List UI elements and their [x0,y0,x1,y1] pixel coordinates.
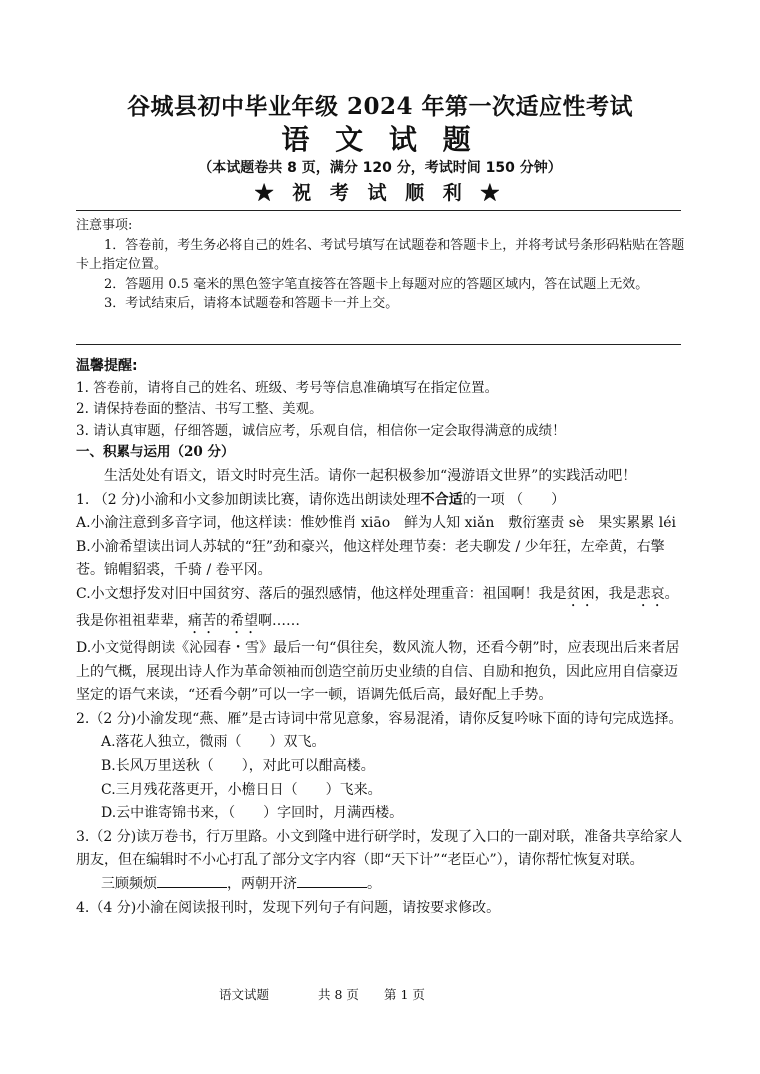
q2-option: A.落花人独立，微雨（ ）双飞。 [101,734,326,751]
divider-top [76,210,681,211]
couplet-left: 三顾频烦 [101,875,157,892]
exam-info: （本试题卷共 8 页，满分 120 分，考试时间 150 分钟） [198,160,562,176]
tips-item: 3. 请认真审题，仔细答题，诚信应考，乐观自信，相信你一定会取得满意的成绩！ [76,422,566,439]
q1-c-text: 啊…… [258,612,300,629]
q1-c-stressed: 希望 [230,612,258,629]
footer-subject: 语文试题 [219,987,270,1002]
footer-total-pages: 共 8 页 [318,987,359,1002]
q1-stem-emphasis: 不合适 [420,491,463,508]
question-1-stem [76,489,688,513]
divider-bottom [76,344,681,345]
section-intro: 生活处处有语文，语文时时亮生活。请你一起积极参加“漫游语文世界”的实践活动吧！ [104,468,637,484]
good-luck-banner: ★ 祝 考 试 顺 利 ★ [254,182,506,204]
q1-c-stressed: 贫困 [566,585,595,602]
notice-item: 3．考试结束后，请将本试题卷和答题卡一并上交。 [104,296,399,311]
tips-item: 2. 请保持卷面的整洁、书写工整、美观。 [76,401,323,417]
couplet-right: ，两朝开济 [227,875,297,892]
question-4-stem: 4.（4 分)小渝在阅读报刊时，发现下列句子有问题，请按要求修改。 [76,899,501,916]
notice-item: 2．答题用 0.5 毫米的黑色签字笔直接答在答题卡上每题对应的答题区域内，答在试题上无效。 [104,276,649,292]
tips-item: 1. 答卷前，请将自己的姓名、班级、考号等信息准确填写在指定位置。 [76,379,499,396]
q1-c-text: 。我是你祖祖辈辈， [76,585,679,629]
q1-option-c [76,583,688,637]
answer-blank[interactable] [297,873,367,888]
q1-option-d: D.小文觉得朗读《沁园春・雪》最后一句“俱往矣，数风流人物，还看今朝”时，应表现出后来者居上的气概，展现出诗人作为革命领袖而创造空前历史业绩的自信、自励和抱负，因此应用自信豪迈坚定的语气来读，“还看今朝”可以一字一顿，语调先低后高，最好配上手势。 [76,639,680,704]
q1-c-stressed: 悲哀 [636,585,665,602]
footer-page-number: 第 1 页 [384,987,425,1002]
exam-title: 谷城县初中毕业年级 2024 年第一次适应性考试 [126,93,634,120]
q1-stem-tail: 的一项 （ ） [462,491,566,508]
section-heading: 一、积累与运用（20 分） [76,444,235,460]
q1-option-a: A.小渝注意到多音字词，他这样读：惟妙惟肖 xiāo 鲜为人知 xiǎn 敷衍塞责 sè 果实累累 léi [76,515,676,532]
q1-c-text: 的 [216,612,230,629]
q1-c-text: C.小文想抒发对旧中国贫穷、落后的强烈感情，他这样处理重音：祖国啊！我是 [76,585,567,602]
notice-item: 1．答卷前，考生务必将自己的姓名、考试号填写在试题卷和答题卡上，并将考试号条形码粘贴在答题卡上指定位置。 [76,237,685,272]
q1-c-stressed: 痛苦 [188,612,216,629]
notice-heading: 注意事项: [76,218,133,233]
q3-couplet [76,873,688,897]
q1-stem-text: 1. （2 分)小渝和小文参加朗读比赛，请你选出朗读处理 [76,491,421,508]
question-3-stem: 3.（2 分)读万卷书，行万里路。小文到隆中进行研学时，发现了入口的一副对联，准备共享给家人朋友，但在编辑时不小心打乱了部分文字内容（即“天下计”“老臣心”），请你帮忙恢复对联。 [76,828,683,869]
tips-heading: 温馨提醒: [76,358,138,374]
question-2-stem: 2.（2 分)小渝发现“燕、雁”是古诗词中常见意象，容易混淆，请你反复吟咏下面的诗句完成选择。 [76,710,683,727]
subject-title: 语 文 试 题 [281,123,479,156]
questions-body [76,465,688,920]
q2-option: D.云中谁寄锦书来，（ ）字回时，月满西楼。 [101,805,404,822]
q2-option: C.三月残花落更开，小檐日日（ ）飞来。 [101,781,382,798]
q1-c-text: ，我是 [594,585,637,602]
couplet-end: 。 [367,875,381,892]
q2-option: B.长风万里送秋（ ），对此可以酣高楼。 [101,757,375,774]
notice-section [76,216,686,314]
tips-section [76,356,686,464]
answer-blank[interactable] [157,873,227,888]
q1-option-b: B.小渝希望读出词人苏轼的“狂”劲和豪兴，他这样处理节奏：老夫聊发 / 少年狂，左牵黄，右擎苍。锦帽貂裘，千骑 / 卷平冈。 [76,538,665,579]
